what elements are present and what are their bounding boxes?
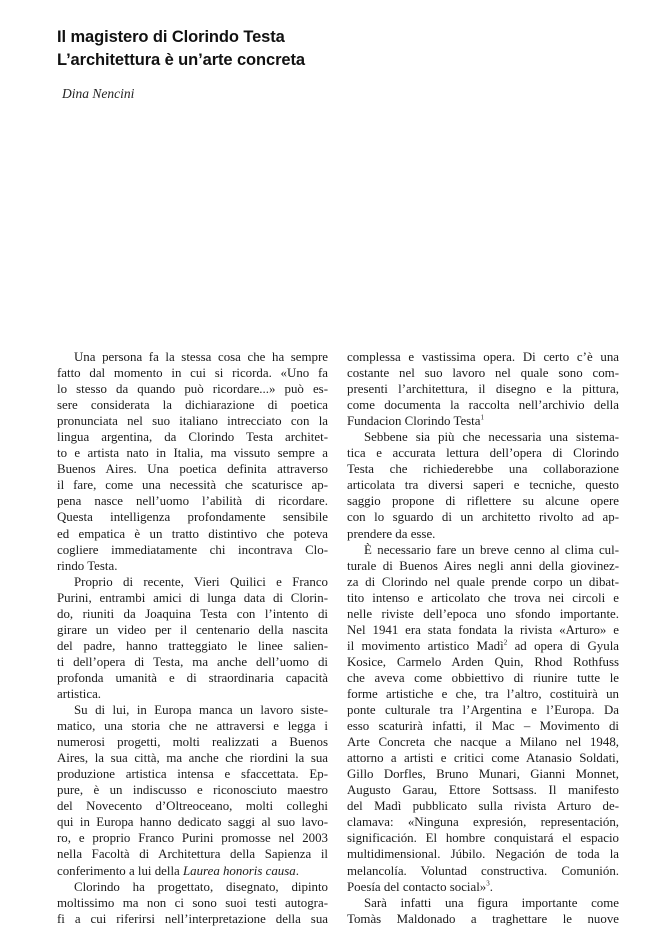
title-line-1: Il magistero di Clorindo Testa (57, 28, 285, 46)
text-line: cogliere immediatamente chi incontrava Clo- (57, 542, 328, 557)
text-line: Purini, entrambi amici di lunga data di Clorin- (57, 590, 328, 605)
text-line: complessa e vastissima opera. Di certo c’è una (347, 350, 619, 364)
text-line: ponte culturale tra l’Argentina e l’Europa. Da (347, 703, 619, 718)
title-line-2: L’architettura è un’arte concreta (57, 51, 305, 69)
text-line: clamava: «Ninguna expresión, representación, (347, 815, 619, 830)
text-line: Sebbene sia più che necessaria una sistema- (364, 430, 619, 445)
text-line: costante nel suo lavoro nel quale sono com- (347, 366, 619, 381)
left-text-column (57, 349, 328, 927)
text-line: Arte Concreta che nacque a Milano nel 1948, (347, 735, 619, 750)
text-line: Aires, la sua città, ma anche che riordini la sua (57, 751, 328, 766)
text-line: tica e accurata lettura dell’opera di Clorindo (347, 446, 619, 461)
text-line: Questa intelligenza profondamente sensibile (57, 510, 328, 525)
text-line: Su di lui, in Europa manca un lavoro siste- (74, 703, 328, 718)
text-line: del Madì pubblicato sulla rivista Arturo de- (347, 799, 619, 814)
text-line: nelle riviste dell’epoca uno sfondo importante. (347, 606, 619, 621)
text-line: profonda umanità e di straordinaria capacità (57, 670, 328, 685)
text-line: significación. El hombre conquistará el espacio (347, 831, 619, 846)
text-line: qui in Europa hanno dedicato saggi al suo lavo- (57, 815, 328, 830)
text-line: Una persona fa la stessa cosa che ha sempre (74, 350, 328, 364)
text-line: Tomàs Maldonado a traghettare le nuove (347, 911, 619, 926)
text-line: multidimensional. Júbilo. Negación de toda la (347, 847, 619, 862)
text-line: Testa che richiederebbe una collaborazione (347, 462, 619, 477)
text-line: Augusto Garau, Ettore Sottsass. Il manifesto (347, 783, 619, 798)
text-line: Poesía del contacto social»$^3$. (347, 879, 493, 894)
text-line: che aveva come obbiettivo di riunire tutte le (347, 670, 619, 685)
text-line: pena nasce nell’uomo l’abilità di ricordare. (57, 494, 328, 509)
text-line: Nel 1941 era stata fondata la rivista «Arturo» e (347, 622, 619, 637)
text-line: ed empatica è un tratto distintivo che poteva (57, 526, 328, 541)
text-line: turale di Buenos Aires negli anni della giovinez- (347, 558, 619, 573)
text-line: Gillo Dorfles, Bruno Munari, Gianni Monnet, (347, 767, 619, 782)
text-line: nella Facoltà di Architettura della Sapienza il (57, 847, 328, 862)
text-line: È necessario fare un breve cenno al clima cul- (364, 542, 619, 557)
text-line: esso scaturirà infatti, il Mac – Movimento di (347, 719, 619, 734)
text-line: Sarà infatti una figura importante come (364, 895, 619, 910)
text-line: melancolía. Voluntad constructiva. Comunión. (347, 863, 619, 878)
text-line: ti dell’opera di Testa, ma anche dell’uomo di (57, 654, 328, 669)
text-line: con lo sguardo di un architetto rivolto ad ap- (347, 510, 619, 525)
article-title (57, 26, 597, 72)
text-line: lo stesso da quando può ricordare...» può es- (57, 382, 328, 397)
text-line: Kosice, Carmelo Arden Quin, Rhod Rothfuss (347, 654, 619, 669)
text-line: sere considerata la dichiarazione di poetica (57, 398, 328, 413)
text-line: numerosi progetti, molti realizzati a Buenos (57, 735, 328, 750)
text-line: il movimento artistico Madì$^2$ ad opera di Gyula (347, 638, 619, 653)
text-line: rindo Testa. (57, 558, 118, 573)
text-line: tito intenso e articolato che trova nei circoli e (347, 590, 619, 605)
text-line: il fare, come una necessità che scaturisce ap- (57, 478, 328, 493)
text-line: prendere da esse. (347, 526, 436, 541)
text-line: Proprio di recente, Vieri Quilici e Franco (74, 574, 328, 589)
text-line: fi a cui riferirsi nell’interpretazione della sua (57, 911, 328, 926)
text-line: forme artistiche e che, tra l’altro, costituirà un (347, 686, 619, 701)
footnote-marker: 1 (480, 413, 484, 422)
author-name: Dina Nencini (62, 86, 135, 101)
text-line: za di Clorindo nel quale prende corpo un dibat- (347, 574, 619, 589)
text-line: to e artista nato in Italia, ma vissuto sempre a (57, 446, 328, 461)
text-line: matico, una storia che ne attraversi e legga i (57, 719, 328, 734)
text-line: articolata tra diversi saperi e tecniche, questo (347, 478, 619, 493)
text-line: Buenos Aires. Una poetica definita attraverso (57, 462, 328, 477)
text-line: presenti l’architettura, il disegno e la pittura, (347, 382, 619, 397)
text-line: do, riuniti da Joaquina Testa con l’intento di (57, 606, 328, 621)
text-line: artistica. (57, 686, 102, 701)
text-line: del Novecento d’Oltreoceano, molti colleghi (57, 799, 328, 814)
text-line: ro, e proprio Franco Purini promosse nel 2003 (57, 831, 328, 846)
text-line: fatto dal momento in cui si ricorda. «Uno fa (57, 366, 328, 381)
text-line: come documenta la raccolta nell’archivio della (347, 398, 619, 413)
text-line: produzione artistica intensa e sfaccettata. Ep- (57, 767, 328, 782)
footnote-marker: 3 (486, 879, 490, 888)
footnote-marker: 2 (503, 638, 508, 647)
text-line: conferimento a lui della Laurea honoris causa. (57, 863, 299, 878)
text-line: Fundacion Clorindo Testa$^1$ (347, 413, 484, 429)
text-line: lingua argentina, da Clorindo Testa architet- (57, 430, 328, 445)
text-line: moltissimo ma non ci sono suoi testi autogra- (57, 895, 328, 910)
text-line: pure, è un indiscusso e riconosciuto maestro (57, 783, 328, 798)
text-line: girare un video per il centenario della nascita (57, 622, 328, 637)
text-line: pronunciata nel suo italiano intrecciato con la (57, 414, 328, 429)
right-text-column (347, 349, 619, 927)
text-line: attorno a artisti e critici come Atanasio Soldati, (347, 751, 619, 766)
text-line: del padre, hanno tratteggiato le linee salien- (57, 638, 328, 653)
text-line: saggio propone di riflettere su alcune opere (347, 494, 619, 509)
text-line: Clorindo ha progettato, disegnato, dipinto (74, 879, 328, 894)
